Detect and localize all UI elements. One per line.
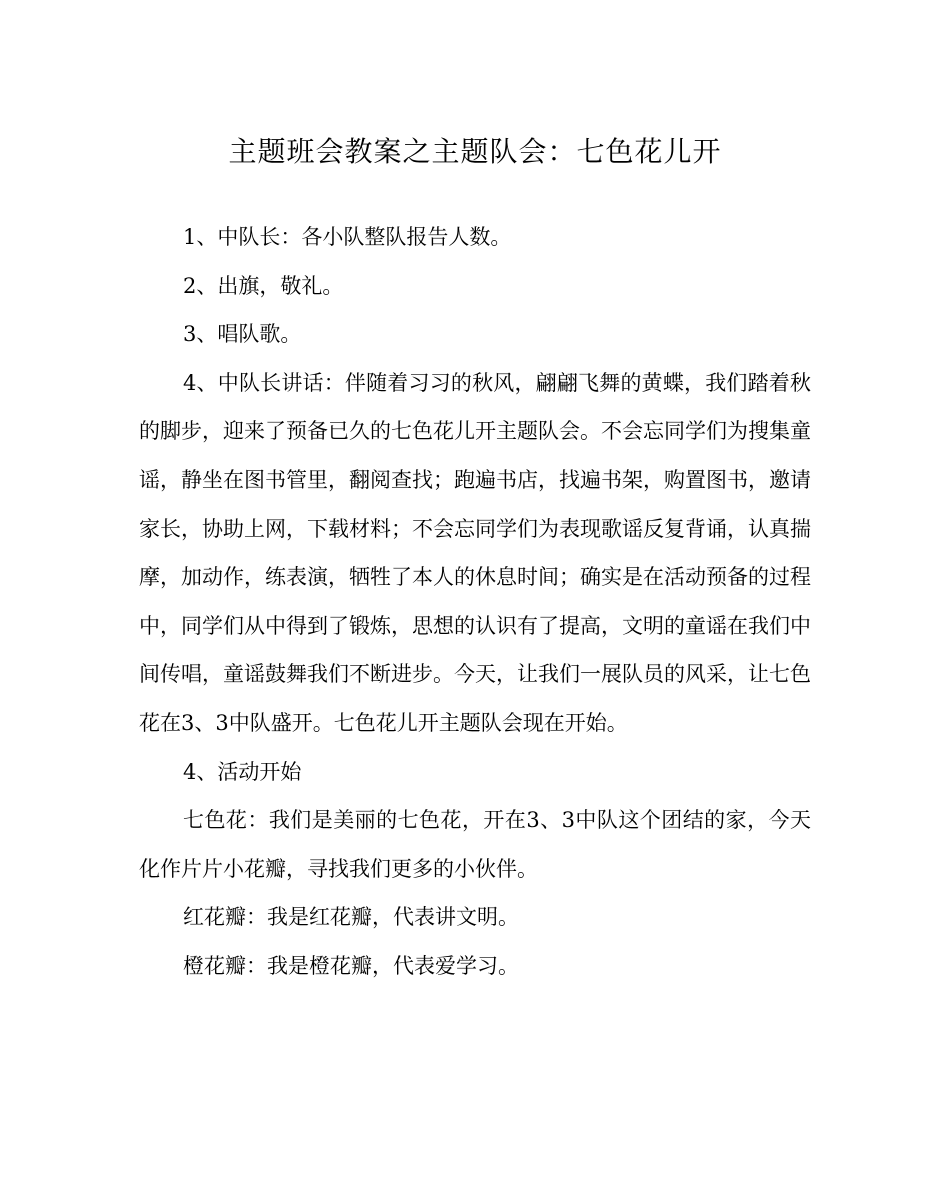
paragraph-team-song: 3、唱队歌。 [183, 322, 302, 347]
document-title: 主题班会教案之主题队会：七色花儿开 [228, 135, 722, 168]
paragraph-leader-speech: 4、中队长讲话：伴随着习习的秋风，翩翩飞舞的黄蝶，我们踏着秋的脚步，迎来了预备已久的七色花儿开主题队会。不会忘同学们为搜集童谣，静坐在图书管里，翻阅查找；跑遍书店，找遍书架，购置图书，邀请家长，协助上网，下载材料；不会忘同学们为表现歌谣反复背诵，认真揣摩，加动作，练表演，牺牲了本人的休息时间；确实是在活动预备的过程中，同学们从中得到了锻炼，思想的认识有了提高，文明的童谣在我们中间传唱，童谣鼓舞我们不断进步。今天，让我们一展队员的风采，让七色花在3、3中队盛开。七色花儿开主题队会现在开始。 [139, 370, 811, 735]
paragraph-orange-petal: 橙花瓣：我是橙花瓣，代表爱学习。 [183, 953, 519, 978]
paragraph-red-petal: 红花瓣：我是红花瓣，代表讲文明。 [183, 905, 519, 930]
paragraph-report-count: 1、中队长：各小队整队报告人数。 [183, 225, 512, 249]
paragraph-flag-salute: 2、出旗，敬礼。 [183, 273, 344, 298]
paragraph-seven-color-flower: 七色花：我们是美丽的七色花，开在3、3中队这个团结的家，今天化作片片小花瓣，寻找我们更多的小伙伴。 [139, 808, 811, 881]
document-body [139, 213, 811, 991]
paragraph-activity-start: 4、活动开始 [183, 759, 302, 784]
